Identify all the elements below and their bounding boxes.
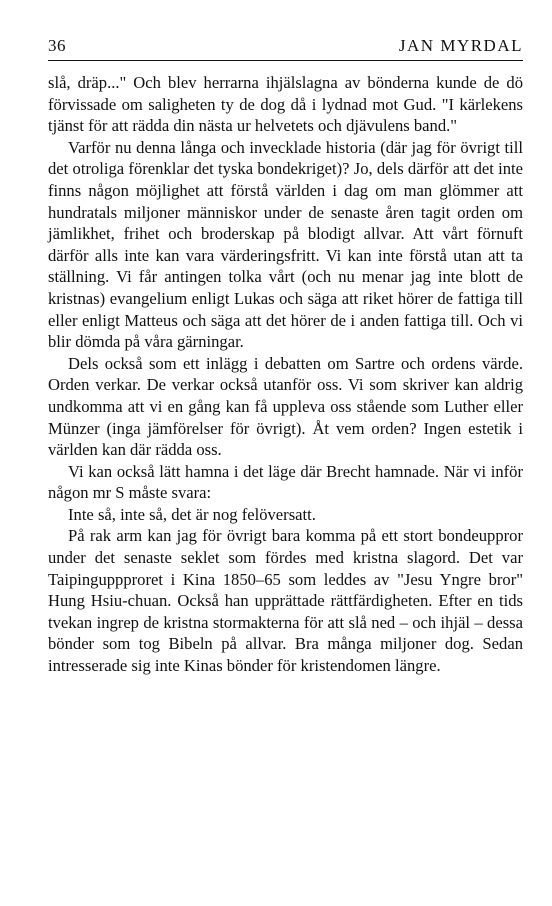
running-title: JAN MYRDAL [398, 36, 523, 55]
paragraph: slå, dräp..." Och blev herrarna ihjälslagna av bönderna kunde de dö förvissade om saligheten ty de dog då i lydnad mot Gud. "I kärlekens tjänst för att rädda din nästa ur helvetets och djävulens band." [48, 73, 523, 136]
page-number: 36 [48, 36, 66, 55]
quoted-line: Inte så, inte så, det är nog felöversatt. [68, 504, 316, 524]
paragraph: Vi kan också lätt hamna i det läge där Brecht hamnade. När vi inför någon mr S måste svara: [48, 461, 523, 503]
running-header [48, 36, 523, 61]
paragraph: Varför nu denna långa och invecklade historia (där jag för övrigt till det otroliga förenklar det tyska bondekriget)? Jo, dels därför att det inte finns någon möjlighet att förstå världen i dag om man glömmer att hundratals miljoner människor under de senaste åren tagit orden om jämlikhet, frihet och broderskap på blodigt allvar. Att vårt förnuft därför alls inte kan vara värderingsfritt. Vi kan inte förstå utan att ta ställning. Vi får antingen tolka vårt (och nu menar jag inte blott de kristnas) evangelium enligt Lukas och säga att riket hörer de fattiga till eller enligt Matteus och säga att det hörer de i anden fattiga till. Och vi blir dömda på våra gärningar. [48, 137, 523, 352]
paragraph: På rak arm kan jag för övrigt bara komma på ett stort bondeuppror under det senaste seklet som fördes med kristna slagord. Det var Taipinguppproret i Kina 1850–65 som leddes av "Jesu Yngre bror" Hung Hsiu-chuan. Också han upprättade rättfärdigheten. Efter en tids tvekan ingrep de kristna stormakterna för att slå ned – och ihjäl – dessa bönder som tog Bibeln på allvar. Bra många miljoner dog. Sedan intresserade sig inte Kinas bönder för kristendomen längre. [48, 526, 523, 676]
paragraph: Dels också som ett inlägg i debatten om Sartre och ordens värde. Orden verkar. De verkar också utanför oss. Vi som skriver kan aldrig undkomma att vi en gång kan få uppleva oss stående som Luther eller Münzer (inga jämförelser för övrigt). Åt vem orden? Ingen estetik i världen kan där rädda oss. [48, 353, 523, 460]
book-page [48, 36, 523, 677]
body-text [48, 72, 523, 677]
